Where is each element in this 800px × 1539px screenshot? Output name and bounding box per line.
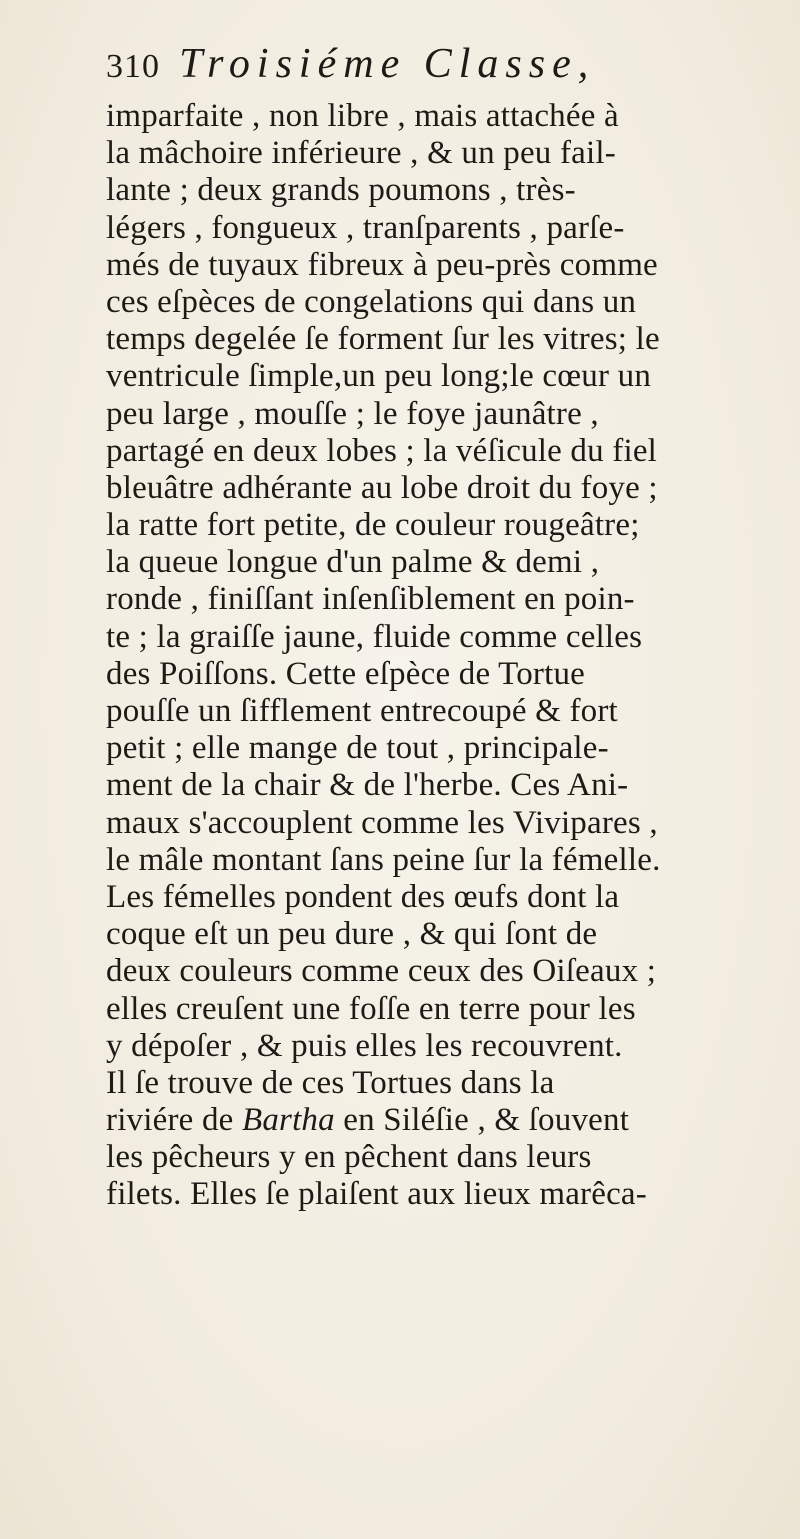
body-text: [106, 98, 796, 1214]
text-line: partagé en deux lobes ; la véſicule du fiel: [106, 432, 658, 469]
text-line: les pêcheurs y en pêchent dans leurs: [106, 1139, 592, 1176]
text-line: te ; la graiſſe jaune, fluide comme celles: [106, 618, 643, 655]
text-line: coque eſt un peu dure , & qui ſont de: [106, 916, 598, 953]
text-line: elles creuſent une foſſe en terre pour les: [106, 990, 636, 1027]
text-line: des Poiſſons. Cette eſpèce de Tortue: [106, 655, 585, 692]
text-line: ment de la chair & de l'herbe. Ces Ani-: [106, 767, 629, 804]
text-line: ces eſpèces de congelations qui dans un: [106, 283, 637, 320]
text-line-bartha: [106, 1102, 796, 1139]
text-line: la ratte fort petite, de couleur rougeâtre;: [106, 507, 640, 544]
text-line: temps degelée ſe forment ſur les vitres; le: [106, 321, 660, 358]
text-line: légers , fongueux , tranſparents , parſe-: [106, 209, 625, 246]
text-line: ventricule ſimple,un peu long;le cœur un: [106, 358, 652, 395]
text-line: petit ; elle mange de tout , principale-: [106, 730, 609, 767]
text-line: Il ſe trouve de ces Tortues dans la: [106, 1064, 555, 1101]
text-line: bleuâtre adhérante au lobe droit du foye ;: [106, 469, 658, 506]
page-header: [106, 40, 786, 92]
text-line: maux s'accouplent comme les Vivipares ,: [106, 804, 658, 841]
place-name-bartha: Bartha: [241, 1102, 335, 1139]
text-line: més de tuyaux fibreux à peu-près comme: [106, 246, 658, 283]
running-head: Troisiéme Classe,: [179, 41, 596, 87]
text-fragment: riviére de: [106, 1102, 242, 1139]
page-number: 310: [106, 48, 160, 85]
text-line: peu large , mouſſe ; le foye jaunâtre ,: [106, 395, 599, 432]
text-line: deux couleurs comme ceux des Oiſeaux ;: [106, 953, 657, 990]
text-line: lante ; deux grands poumons , très-: [106, 172, 576, 209]
text-line: pouſſe un ſifflement entrecoupé & fort: [106, 693, 618, 729]
text-line: y dépoſer , & puis elles les recouvrent.: [106, 1027, 623, 1064]
text-line: Les fémelles pondent des œufs dont la: [106, 878, 620, 915]
text-line: ronde , finiſſant inſenſiblement en poin-: [106, 581, 635, 618]
text-line: la queue longue d'un palme & demi ,: [106, 544, 600, 581]
text-line: imparfaite , non libre , mais attachée à: [106, 98, 619, 134]
text-line: filets. Elles ſe plaiſent aux lieux marêca-: [106, 1176, 647, 1213]
text-line: le mâle montant ſans peine ſur la fémelle.: [106, 841, 661, 878]
text-fragment: en Siléſie , & ſouvent: [334, 1102, 630, 1139]
text-line: la mâchoire inférieure , & un peu fail-: [106, 135, 616, 172]
